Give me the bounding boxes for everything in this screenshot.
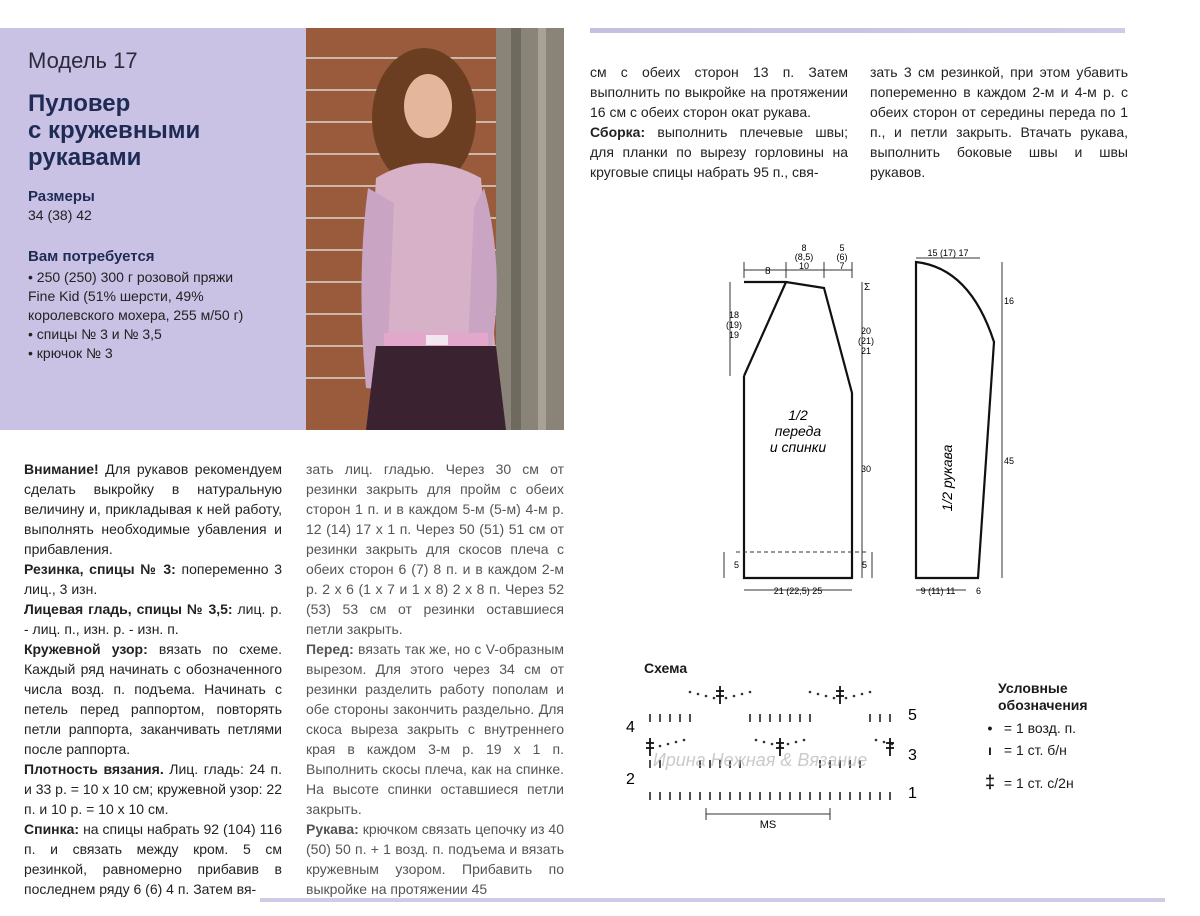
paragraph: Плотность вязания. Лиц. гладь: 24 п. и 33 р. = 10 х 10 см; кружевной узор: 22 п. и 10 р. = 10 х 10 см. <box>24 761 282 817</box>
legend-item-single <box>980 742 1067 758</box>
paragraph: Сборка: выполнить плечевые швы; для планки по вырезу горловины на круговые спицы набрать 95 п., свя- <box>590 124 848 180</box>
paragraph: Резинка, спицы № 3: попеременно 3 лиц., 3 изн. <box>24 561 282 597</box>
row-number-right: 5 <box>908 707 917 724</box>
materials-heading: Вам потребуется <box>28 248 155 265</box>
sizes-value: 34 (38) 42 <box>28 207 92 223</box>
dim-sleeve-top: 15 (17) 17 <box>927 248 969 258</box>
header-panel <box>0 28 306 430</box>
title-line: рукавами <box>28 144 142 171</box>
chain-stitches <box>659 691 894 748</box>
scheme-title: Схема <box>644 660 688 676</box>
legend-title-line: обозначения <box>998 697 1088 713</box>
paragraph: см с обеих сторон 13 п. Затем выполнить по выкройке на протяжении 16 см с обеих сторон окат рукава. <box>590 64 848 120</box>
photo-illustration <box>306 28 564 430</box>
paragraph: зать 3 см резинкой, при этом убавить попеременно в каждом 2-м и 4-м р. с обеих сторон от середины переда по 1 п., и петли закрыть. Втачать рукава, выполнить боковые швы и швы рукавов. <box>870 64 1128 180</box>
legend-item-text: = 1 ст. с/2н <box>1003 775 1074 791</box>
materials-line: Fine Kid (51% шерсти, 49% <box>28 288 204 304</box>
legend-item-chain <box>980 720 1076 736</box>
materials-line: королевского мохера, 255 м/50 г) <box>28 307 244 323</box>
row-number-right: 1 <box>908 785 917 802</box>
column-1 <box>24 459 282 899</box>
materials-line: • 250 (250) 300 г розовой пряжи <box>28 269 234 285</box>
column-2 <box>306 459 564 899</box>
row-number-right: 3 <box>908 747 917 764</box>
dim-sleeve-bottom: 9 (11) 11 <box>920 586 956 596</box>
dim-right-bottom: 5 <box>862 560 868 570</box>
body-piece-label: 1/2 переда и спинки <box>769 407 827 455</box>
legend-title-line: Условные <box>998 680 1068 696</box>
title-line: Пуловер <box>28 90 131 117</box>
model-photo <box>306 28 564 430</box>
body-pattern-diagram <box>716 238 886 598</box>
dim-top-left: 8 <box>765 266 771 277</box>
column-4 <box>870 62 1128 182</box>
column-3 <box>590 62 848 182</box>
dim-right-side: 20 (21) 21 <box>857 326 875 356</box>
legend <box>998 680 1138 714</box>
double-crochet-icon: ‡ <box>984 772 995 792</box>
repeat-label: MS <box>759 819 777 830</box>
dim-top-mid: 8 (8,5) 10 <box>794 243 814 271</box>
paragraph: Перед: вязать так же, но с V-образным вырезом. Для этого через 34 см от резинки разделить работу пополам и обе стороны закончить раздельно. Для скоса выреза закрыть с внутреннего края в каждом 3-м р. 19 х 1 п. Выполнить скосы плеча, как на спинке. На высоте спинки оставшиеся петли закрыть. <box>306 641 564 817</box>
paragraph: зать лиц. гладью. Через 30 см от резинки закрыть для пройм с обеих сторон 1 п. и в каждом 5-м (5-м) 4-м р. 12 (14) 17 х 1 п. Через 50 (51) 51 см от резинки закрыть для скосов плеча с обеих сторон 6 (7) 8 п. и в каждом 2-м р. 2 х 6 (1 х 7 и 1 х 8) 2 х 8 п. Через 52 (53) 53 см от резинки оставшиеся петли закрыть. <box>306 461 564 637</box>
paragraph: Кружевной узор: вязать по схеме. Каждый ряд начинать с обозначенного числа возд. п. подъема. Начинать с петель перед раппортом, повторять петли раппорта, заканчивать петлями после раппорта. <box>24 641 283 757</box>
crochet-chart <box>620 680 940 830</box>
single-crochet-icon: ı <box>988 742 992 758</box>
chain-stitch-icon: • <box>987 720 993 736</box>
materials-line: • спицы № 3 и № 3,5 <box>28 326 162 342</box>
sizes-heading: Размеры <box>28 188 95 205</box>
paragraph: Внимание! Для рукавов рекомендуем сделать выкройку в натуральную величину и, прикладывая к ней работу, выполнять необходимые убавления и прибавления. <box>24 461 282 557</box>
sleeve-outline <box>916 262 994 578</box>
materials-list <box>28 268 298 363</box>
paragraph: Рукава: крючком связать цепочку из 40 (50) 50 п. + 1 возд. п. подъема и вязать кружевным узором. Прибавить по выкройке на протяжении 45 <box>306 821 564 897</box>
legend-item-text: = 1 возд. п. <box>1003 720 1077 736</box>
shoulder-mark: Σ <box>864 282 871 293</box>
dim-right-body: 30 <box>860 464 872 474</box>
materials-line: • крючок № 3 <box>28 345 113 361</box>
row-number-left: 4 <box>626 719 635 736</box>
article-title <box>28 90 298 171</box>
sleeve-piece-label: 1/2 рукава <box>939 444 955 512</box>
sleeve-pattern-diagram <box>900 238 1020 598</box>
dim-width: 21 (22,5) 25 <box>773 586 823 596</box>
model-number: Модель 17 <box>28 48 138 73</box>
dim-left-bottom: 5 <box>734 560 740 570</box>
neckline <box>744 282 786 376</box>
dim-sleeve-cap: 16 <box>1004 296 1015 306</box>
legend-item-double <box>980 772 1074 793</box>
paragraph: Лицевая гладь, спицы № 3,5: лиц. р. - лиц. п., изн. р. - изн. п. <box>24 601 282 637</box>
watermark: Ирина Нежная & Вязание <box>652 750 868 770</box>
legend-item-text: = 1 ст. б/н <box>1003 742 1067 758</box>
paragraph: Спинка: на спицы набрать 92 (104) 116 п. и связать между кром. 5 см резинкой, равномерно прибавив в последнем ряду 6 (6) 4 п. Затем вя- <box>24 821 282 897</box>
title-line: с кружевными <box>28 117 201 144</box>
dim-sleeve-cuff: 6 <box>976 586 982 596</box>
top-divider <box>590 28 1125 33</box>
dim-sleeve-length: 45 <box>1004 456 1015 466</box>
dim-left-side: 18 (19) 19 <box>725 310 743 340</box>
row-number-left: 2 <box>626 771 635 788</box>
dim-top-right: 5 (6) 7 <box>836 243 848 271</box>
